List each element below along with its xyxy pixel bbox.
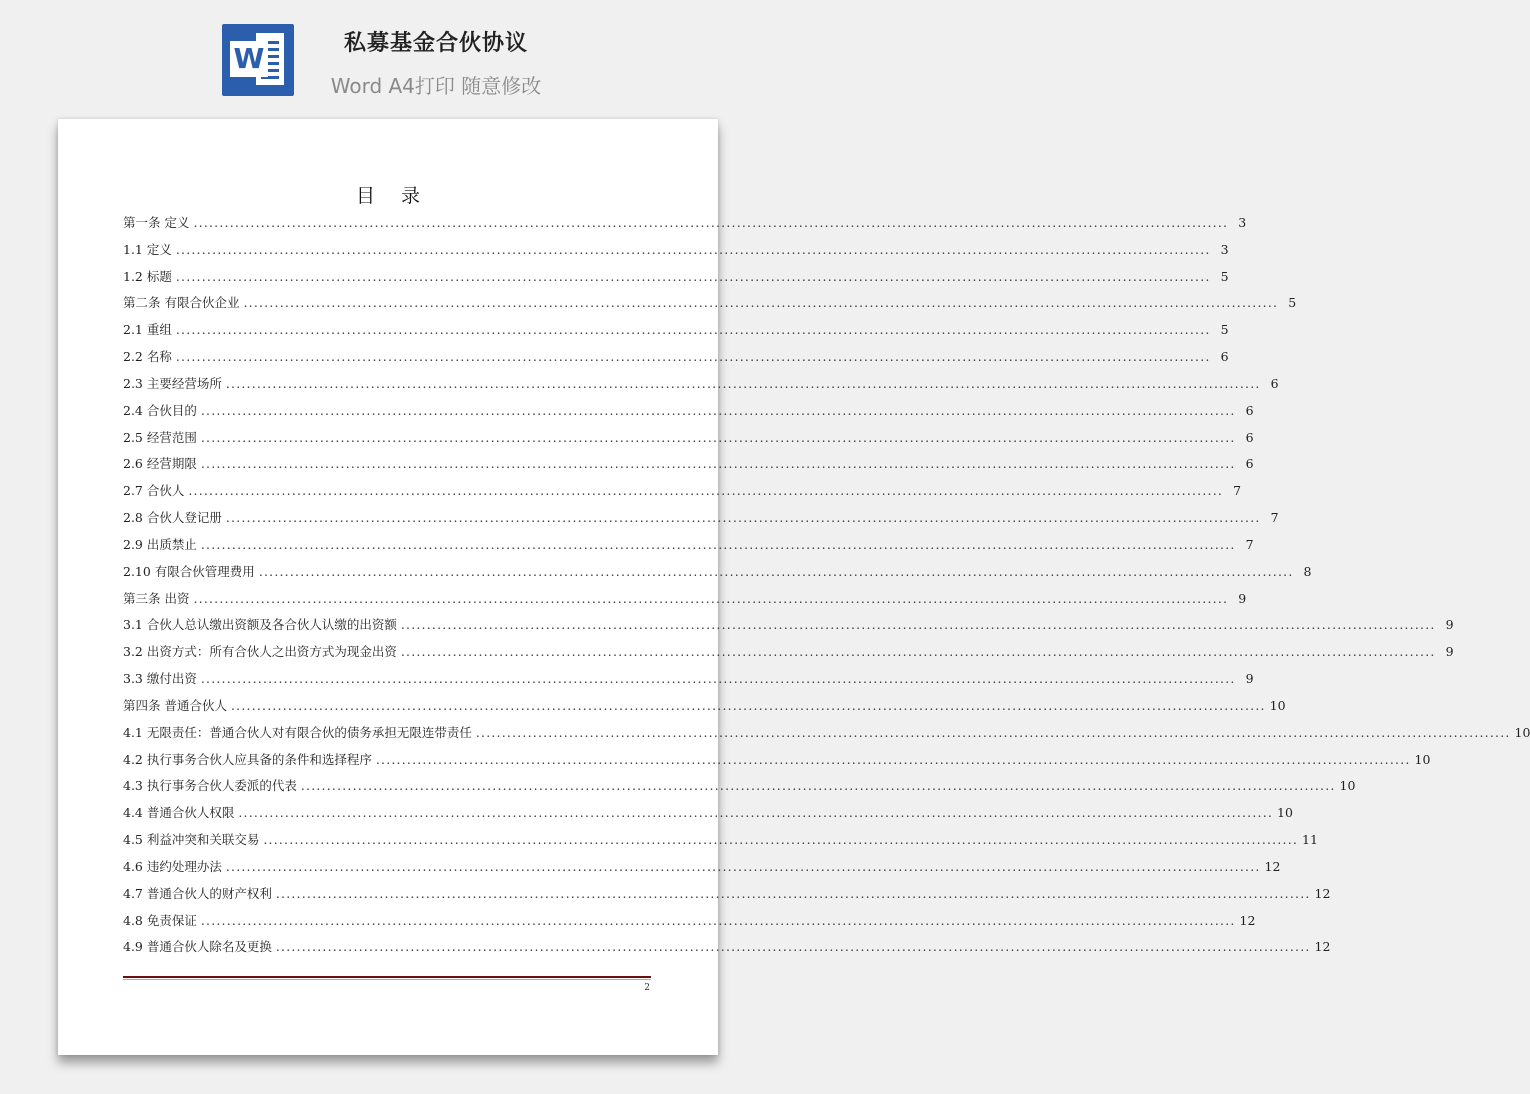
- toc-dot-leader: ........................................................................................................................................................................................................: [193, 215, 1229, 230]
- toc-dot-leader: ........................................................................................................................................................................................................: [238, 805, 1274, 821]
- toc-entry-title: 4.8 免责保证: [123, 912, 197, 928]
- toc-entry-title: 2.6 经营期限: [123, 456, 197, 472]
- toc-entry-page: 8: [1303, 563, 1312, 579]
- toc-entry-page: 6: [1270, 375, 1279, 391]
- toc-entry-page: 3: [1238, 215, 1247, 230]
- toc-entry-title: 4.9 普通合伙人除名及更换: [123, 939, 272, 955]
- document-title: 私募基金合伙协议: [343, 31, 528, 56]
- toc-entry-title: 4.7 普通合伙人的财产权利: [123, 885, 272, 901]
- toc-entry-page: 7: [1233, 483, 1242, 499]
- toc-entry-title: 3.2 出资方式：所有合伙人之出资方式为现金出资: [123, 644, 397, 660]
- word-letter-badge: W: [230, 41, 268, 77]
- toc-dot-leader: ........................................................................................................................................................................................................: [200, 429, 1236, 445]
- toc-entry-page: 7: [1270, 510, 1279, 526]
- toc-entry-page: 5: [1220, 268, 1229, 284]
- toc-dot-leader: ........................................................................................................................................................................................................: [375, 751, 1411, 767]
- toc-entry-page: 11: [1302, 832, 1318, 848]
- toc-entry-page: 9: [1445, 644, 1454, 660]
- toc-entry-page: 6: [1245, 402, 1254, 418]
- toc-dot-leader: ........................................................................................................................................................................................................: [200, 671, 1236, 687]
- document-page: [58, 119, 1530, 1055]
- toc-entry[interactable]: [123, 371, 1279, 398]
- toc-entry-page: 10: [1514, 724, 1530, 740]
- toc-entry[interactable]: [123, 505, 1279, 532]
- toc-entry-page: 10: [1269, 697, 1286, 713]
- toc-entry-title: 3.1 合伙人总认缴出资额及各合伙人认缴的出资额: [123, 617, 397, 633]
- toc-entry[interactable]: [123, 317, 1229, 344]
- toc-entry-page: 10: [1414, 751, 1431, 767]
- toc-entry-title: 2.3 主要经营场所: [123, 375, 222, 391]
- toc-entry-title: 2.9 出质禁止: [123, 536, 197, 552]
- toc-entry-title: 2.2 名称: [123, 349, 172, 365]
- toc-dot-leader: ........................................................................................................................................................................................................: [188, 483, 1224, 499]
- toc-dot-leader: ........................................................................................................................................................................................................: [275, 939, 1311, 955]
- toc-entry[interactable]: [123, 908, 1256, 935]
- toc-entry-title: 4.3 执行事务合伙人委派的代表: [123, 778, 297, 794]
- toc-entry[interactable]: [123, 210, 1247, 237]
- toc-dot-leader: ........................................................................................................................................................................................................: [300, 778, 1336, 794]
- toc-entry[interactable]: [123, 451, 1254, 478]
- toc-entry[interactable]: [123, 720, 1530, 747]
- toc-dot-leader: ........................................................................................................................................................................................................: [275, 885, 1311, 901]
- page-number: 2: [644, 983, 650, 993]
- toc-dot-leader: ........................................................................................................................................................................................................: [200, 456, 1236, 472]
- toc-entry[interactable]: [123, 478, 1242, 505]
- toc-entry[interactable]: [123, 693, 1286, 720]
- toc-dot-leader: ........................................................................................................................................................................................................: [200, 912, 1236, 928]
- toc-entry-page: 7: [1245, 536, 1254, 552]
- toc-entry-title: 4.5 利益冲突和关联交易: [123, 832, 260, 848]
- toc-entry-title: 4.6 违约处理办法: [123, 858, 222, 874]
- toc-entry[interactable]: [123, 344, 1229, 371]
- toc-entry[interactable]: [123, 612, 1454, 639]
- toc-entry-title: 4.4 普通合伙人权限: [123, 805, 235, 821]
- toc-entry-page: 9: [1245, 671, 1254, 687]
- toc-entry[interactable]: [123, 773, 1356, 800]
- toc-entry-page: 6: [1220, 349, 1229, 365]
- document-subtitle: Word A4打印 随意修改: [330, 74, 542, 98]
- toc-entry[interactable]: [123, 881, 1331, 908]
- toc-dot-leader: ........................................................................................................................................................................................................: [175, 322, 1211, 338]
- toc-dot-leader: ........................................................................................................................................................................................................: [193, 590, 1229, 606]
- toc-entry-title: 1.2 标题: [123, 268, 172, 284]
- toc-entry[interactable]: [123, 586, 1247, 613]
- toc-entry-title: 2.7 合伙人: [123, 483, 185, 499]
- toc-entry-title: 3.3 缴付出资: [123, 671, 197, 687]
- word-app-icon: [222, 24, 294, 96]
- toc-entry-title: 2.4 合伙目的: [123, 402, 197, 418]
- toc-entry-page: 12: [1264, 858, 1281, 874]
- toc-entry-page: 12: [1314, 885, 1331, 901]
- toc-entry[interactable]: [123, 639, 1454, 666]
- toc-entry-title: 4.2 执行事务合伙人应具备的条件和选择程序: [123, 751, 372, 767]
- toc-entry-title: 1.1 定义: [123, 241, 172, 257]
- toc-entry[interactable]: [123, 264, 1229, 291]
- toc-entry[interactable]: [123, 290, 1297, 317]
- toc-dot-leader: ........................................................................................................................................................................................................: [263, 832, 1299, 848]
- toc-dot-leader: ........................................................................................................................................................................................................: [200, 402, 1236, 418]
- toc-entry-title: 2.8 合伙人登记册: [123, 510, 222, 526]
- toc-entry-title: 4.1 无限责任：普通合伙人对有限合伙的债务承担无限连带责任: [123, 724, 472, 740]
- toc-entry-title: 第二条 有限合伙企业: [123, 295, 240, 311]
- toc-entry-page: 10: [1339, 778, 1356, 794]
- toc-entry-page: 6: [1245, 429, 1254, 445]
- toc-dot-leader: ........................................................................................................................................................................................................: [400, 617, 1436, 633]
- toc-dot-leader: ........................................................................................................................................................................................................: [475, 724, 1511, 740]
- toc-entry-page: 6: [1245, 456, 1254, 472]
- toc-heading: 目 录: [355, 185, 431, 207]
- toc-entry-title: 2.5 经营范围: [123, 429, 197, 445]
- toc-entry[interactable]: [123, 532, 1254, 559]
- toc-entry[interactable]: [123, 934, 1331, 961]
- toc-entry-title: 第四条 普通合伙人: [123, 697, 227, 713]
- toc-entry[interactable]: [123, 559, 1312, 586]
- toc-entry[interactable]: [123, 827, 1318, 854]
- toc-dot-leader: ........................................................................................................................................................................................................: [243, 295, 1279, 311]
- toc-entry-title: 2.10 有限合伙管理费用: [123, 563, 255, 579]
- toc-entry-page: 3: [1220, 241, 1229, 257]
- toc-entry[interactable]: [123, 425, 1254, 452]
- toc-dot-leader: ........................................................................................................................................................................................................: [400, 644, 1436, 660]
- toc-entry-page: 10: [1277, 805, 1293, 821]
- toc-entry[interactable]: [123, 237, 1229, 264]
- toc-entry-page: 12: [1239, 912, 1256, 928]
- toc-entry-title: 第一条 定义: [123, 215, 190, 230]
- footer-rule-shadow: [123, 979, 651, 980]
- toc-entry-page: 12: [1314, 939, 1331, 955]
- toc-dot-leader: ........................................................................................................................................................................................................: [175, 349, 1211, 365]
- toc-dot-leader: ........................................................................................................................................................................................................: [225, 510, 1261, 526]
- toc-list: [123, 210, 1530, 961]
- toc-entry[interactable]: [123, 854, 1281, 881]
- toc-entry-page: 5: [1220, 322, 1229, 338]
- toc-dot-leader: ........................................................................................................................................................................................................: [175, 241, 1211, 257]
- toc-dot-leader: ........................................................................................................................................................................................................: [200, 536, 1236, 552]
- toc-dot-leader: ........................................................................................................................................................................................................: [230, 697, 1266, 713]
- toc-dot-leader: ........................................................................................................................................................................................................: [258, 563, 1294, 579]
- toc-entry[interactable]: [123, 800, 1293, 827]
- toc-dot-leader: ........................................................................................................................................................................................................: [225, 858, 1261, 874]
- toc-entry[interactable]: [123, 747, 1431, 774]
- toc-entry-title: 第三条 出资: [123, 590, 190, 606]
- toc-dot-leader: ........................................................................................................................................................................................................: [225, 375, 1261, 391]
- footer-rule: [123, 976, 651, 978]
- toc-entry-page: 9: [1445, 617, 1454, 633]
- toc-entry-title: 2.1 重组: [123, 322, 172, 338]
- toc-entry[interactable]: [123, 666, 1254, 693]
- toc-entry-page: 5: [1288, 295, 1297, 311]
- toc-entry-page: 9: [1238, 590, 1247, 606]
- toc-entry[interactable]: [123, 398, 1254, 425]
- toc-dot-leader: ........................................................................................................................................................................................................: [175, 268, 1211, 284]
